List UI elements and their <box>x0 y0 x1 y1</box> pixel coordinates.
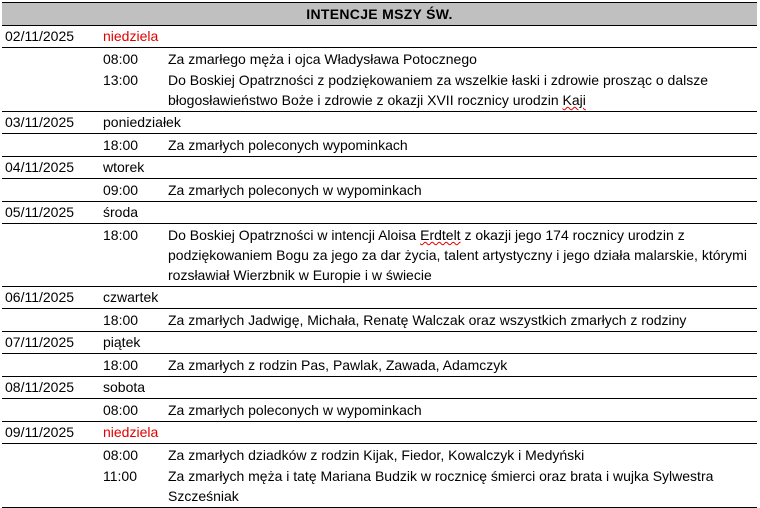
date-row <box>2 287 757 309</box>
mass-intention: Za zmarłych poleconych w wypominkach <box>168 182 422 198</box>
mass-row <box>2 49 757 69</box>
mass-list <box>2 444 757 508</box>
mass-row <box>2 225 757 285</box>
table-title: INTENCJE MSZY ŚW. <box>2 3 757 26</box>
mass-list <box>2 179 757 202</box>
weekday-cell: piątek <box>103 334 141 350</box>
mass-time: 08:00 <box>103 402 139 418</box>
weekday-cell: sobota <box>103 379 146 395</box>
date-cell: 02/11/2025 <box>5 28 75 44</box>
date-row <box>2 377 757 399</box>
mass-time: 09:00 <box>103 182 139 198</box>
weekday-cell: wtorek <box>103 159 145 175</box>
date-cell: 03/11/2025 <box>5 114 75 130</box>
mass-list <box>2 309 757 332</box>
date-cell: 05/11/2025 <box>5 204 75 220</box>
weekday-cell: niedziela <box>103 28 159 44</box>
date-row <box>2 332 757 354</box>
mass-time: 08:00 <box>103 51 139 67</box>
mass-list <box>2 224 757 287</box>
mass-intention: Za zmarłych poleconych w wypominkach <box>168 402 422 418</box>
mass-time: 13:00 <box>103 72 139 88</box>
mass-row <box>2 135 757 155</box>
date-row <box>2 422 757 444</box>
mass-time: 08:00 <box>103 447 139 463</box>
mass-list <box>2 354 757 377</box>
date-cell: 09/11/2025 <box>5 424 75 440</box>
mass-intention: Do Boskiej Opatrzności z podziękowaniem za wszelkie łaski i zdrowie prosząc o dalsze błogosławieństwo Boże i zdrowie z okazji XVII rocznicy urodzin Kaji <box>168 72 709 108</box>
mass-intention: Za zmarłego męża i ojca Władysława Potocznego <box>168 51 477 67</box>
weekday-cell: niedziela <box>103 424 159 440</box>
mass-time: 18:00 <box>103 137 139 153</box>
date-cell: 06/11/2025 <box>5 289 75 305</box>
mass-time: 18:00 <box>103 227 139 243</box>
mass-row <box>2 466 757 506</box>
weekday-cell: poniedziałek <box>103 114 181 130</box>
mass-time: 18:00 <box>103 357 139 373</box>
mass-row <box>2 310 757 330</box>
date-row <box>2 202 757 224</box>
table-body <box>2 26 757 508</box>
date-cell: 07/11/2025 <box>5 334 75 350</box>
mass-intentions-table <box>2 2 757 508</box>
mass-list <box>2 48 757 112</box>
mass-row <box>2 400 757 420</box>
weekday-cell: środa <box>103 204 139 220</box>
date-row <box>2 112 757 134</box>
weekday-cell: czwartek <box>103 289 159 305</box>
date-row <box>2 26 757 48</box>
mass-row <box>2 445 757 465</box>
mass-time: 11:00 <box>103 468 137 484</box>
mass-row <box>2 70 757 110</box>
mass-intention: Za zmarłych poleconych wypominkach <box>168 137 408 153</box>
mass-intention: Za zmarłych męża i tatę Mariana Budzik w rocznicę śmierci oraz brata i wujka Sylwestra Szcześniak <box>168 468 714 504</box>
date-row <box>2 157 757 179</box>
date-cell: 04/11/2025 <box>5 159 75 175</box>
date-cell: 08/11/2025 <box>5 379 75 395</box>
mass-intention: Za zmarłych dziadków z rodzin Kijak, Fiedor, Kowalczyk i Medyński <box>168 447 585 463</box>
mass-list <box>2 134 757 157</box>
mass-list <box>2 399 757 422</box>
mass-intention: Za zmarłych Jadwigę, Michała, Renatę Walczak oraz wszystkich zmarłych z rodziny <box>168 312 687 328</box>
mass-intention: Do Boskiej Opatrzności w intencji Aloisa Erdtelt z okazji jego 174 rocznicy urodzin z podziękowaniem Bogu za jego za dar życia, talent artystyczny i jego działa malarskie, którymi rozsławiał Wierzbnik w Europie i w świecie <box>168 227 747 283</box>
mass-row <box>2 355 757 375</box>
mass-intention: Za zmarłych z rodzin Pas, Pawlak, Zawada, Adamczyk <box>168 357 508 373</box>
mass-time: 18:00 <box>103 312 139 328</box>
mass-row <box>2 180 757 200</box>
